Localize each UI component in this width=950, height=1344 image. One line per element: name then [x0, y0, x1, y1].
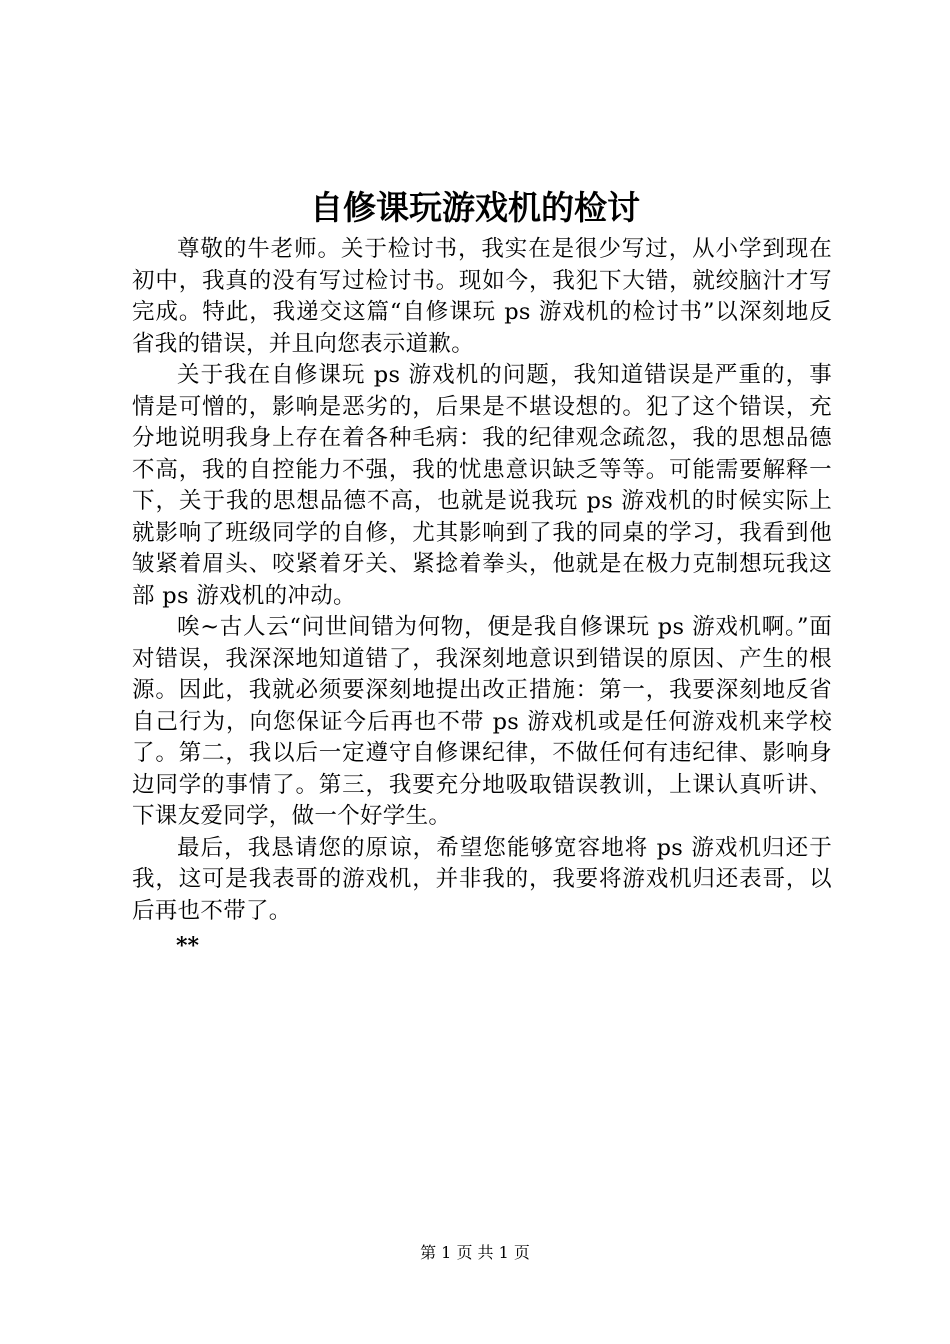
- paragraph-3: 唉~古人云“问世间错为何物，便是我自修课玩 ps 游戏机啊。”面对错误，我深深地知道错了，我深刻地意识到错误的原因、产生的根源。因此，我就必须要深刻地提出改正措施：第一，我要深刻地反省自己行为，向您保证今后再也不带 ps 游戏机或是任何游戏机来学校了。第二，我以后一定遵守自修课纪律，不做任何有违纪律、影响身边同学的事情了。第三，我要充分地吸取错误教训，上课认真听讲、下课友爱同学，做一个好学生。: [132, 614, 832, 829]
- document-body: [132, 234, 832, 961]
- document-title: 自修课玩游戏机的检讨: [310, 188, 640, 227]
- signature: **: [176, 933, 200, 959]
- paragraph-1: 尊敬的牛老师。关于检讨书，我实在是很少写过，从小学到现在初中，我真的没有写过检讨书。现如今，我犯下大错，就绞脑汁才写完成。特此，我递交这篇“自修课玩 ps 游戏机的检讨书”以深刻地反省我的错误，并且向您表示道歉。: [132, 236, 832, 357]
- page-footer: 第 1 页 共 1 页: [420, 1243, 530, 1262]
- paragraph-2: 关于我在自修课玩 ps 游戏机的问题，我知道错误是严重的，事情是可憎的，影响是恶劣的，后果是不堪设想的。犯了这个错误，充分地说明我身上存在着各种毛病：我的纪律观念疏忽，我的思想品德不高，我的自控能力不强，我的忧患意识缺乏等等。可能需要解释一下，关于我的思想品德不高，也就是说我玩 ps 游戏机的时候实际上就影响了班级同学的自修，尤其影响到了我的同桌的学习，我看到他皱紧着眉头、咬紧着牙关、紧捻着拳头，他就是在极力克制想玩我这部 ps 游戏机的冲动。: [132, 362, 832, 609]
- paragraph-4: 最后，我恳请您的原谅，希望您能够宽容地将 ps 游戏机归还于我，这可是我表哥的游戏机，并非我的，我要将游戏机归还表哥，以后再也不带了。: [132, 834, 832, 924]
